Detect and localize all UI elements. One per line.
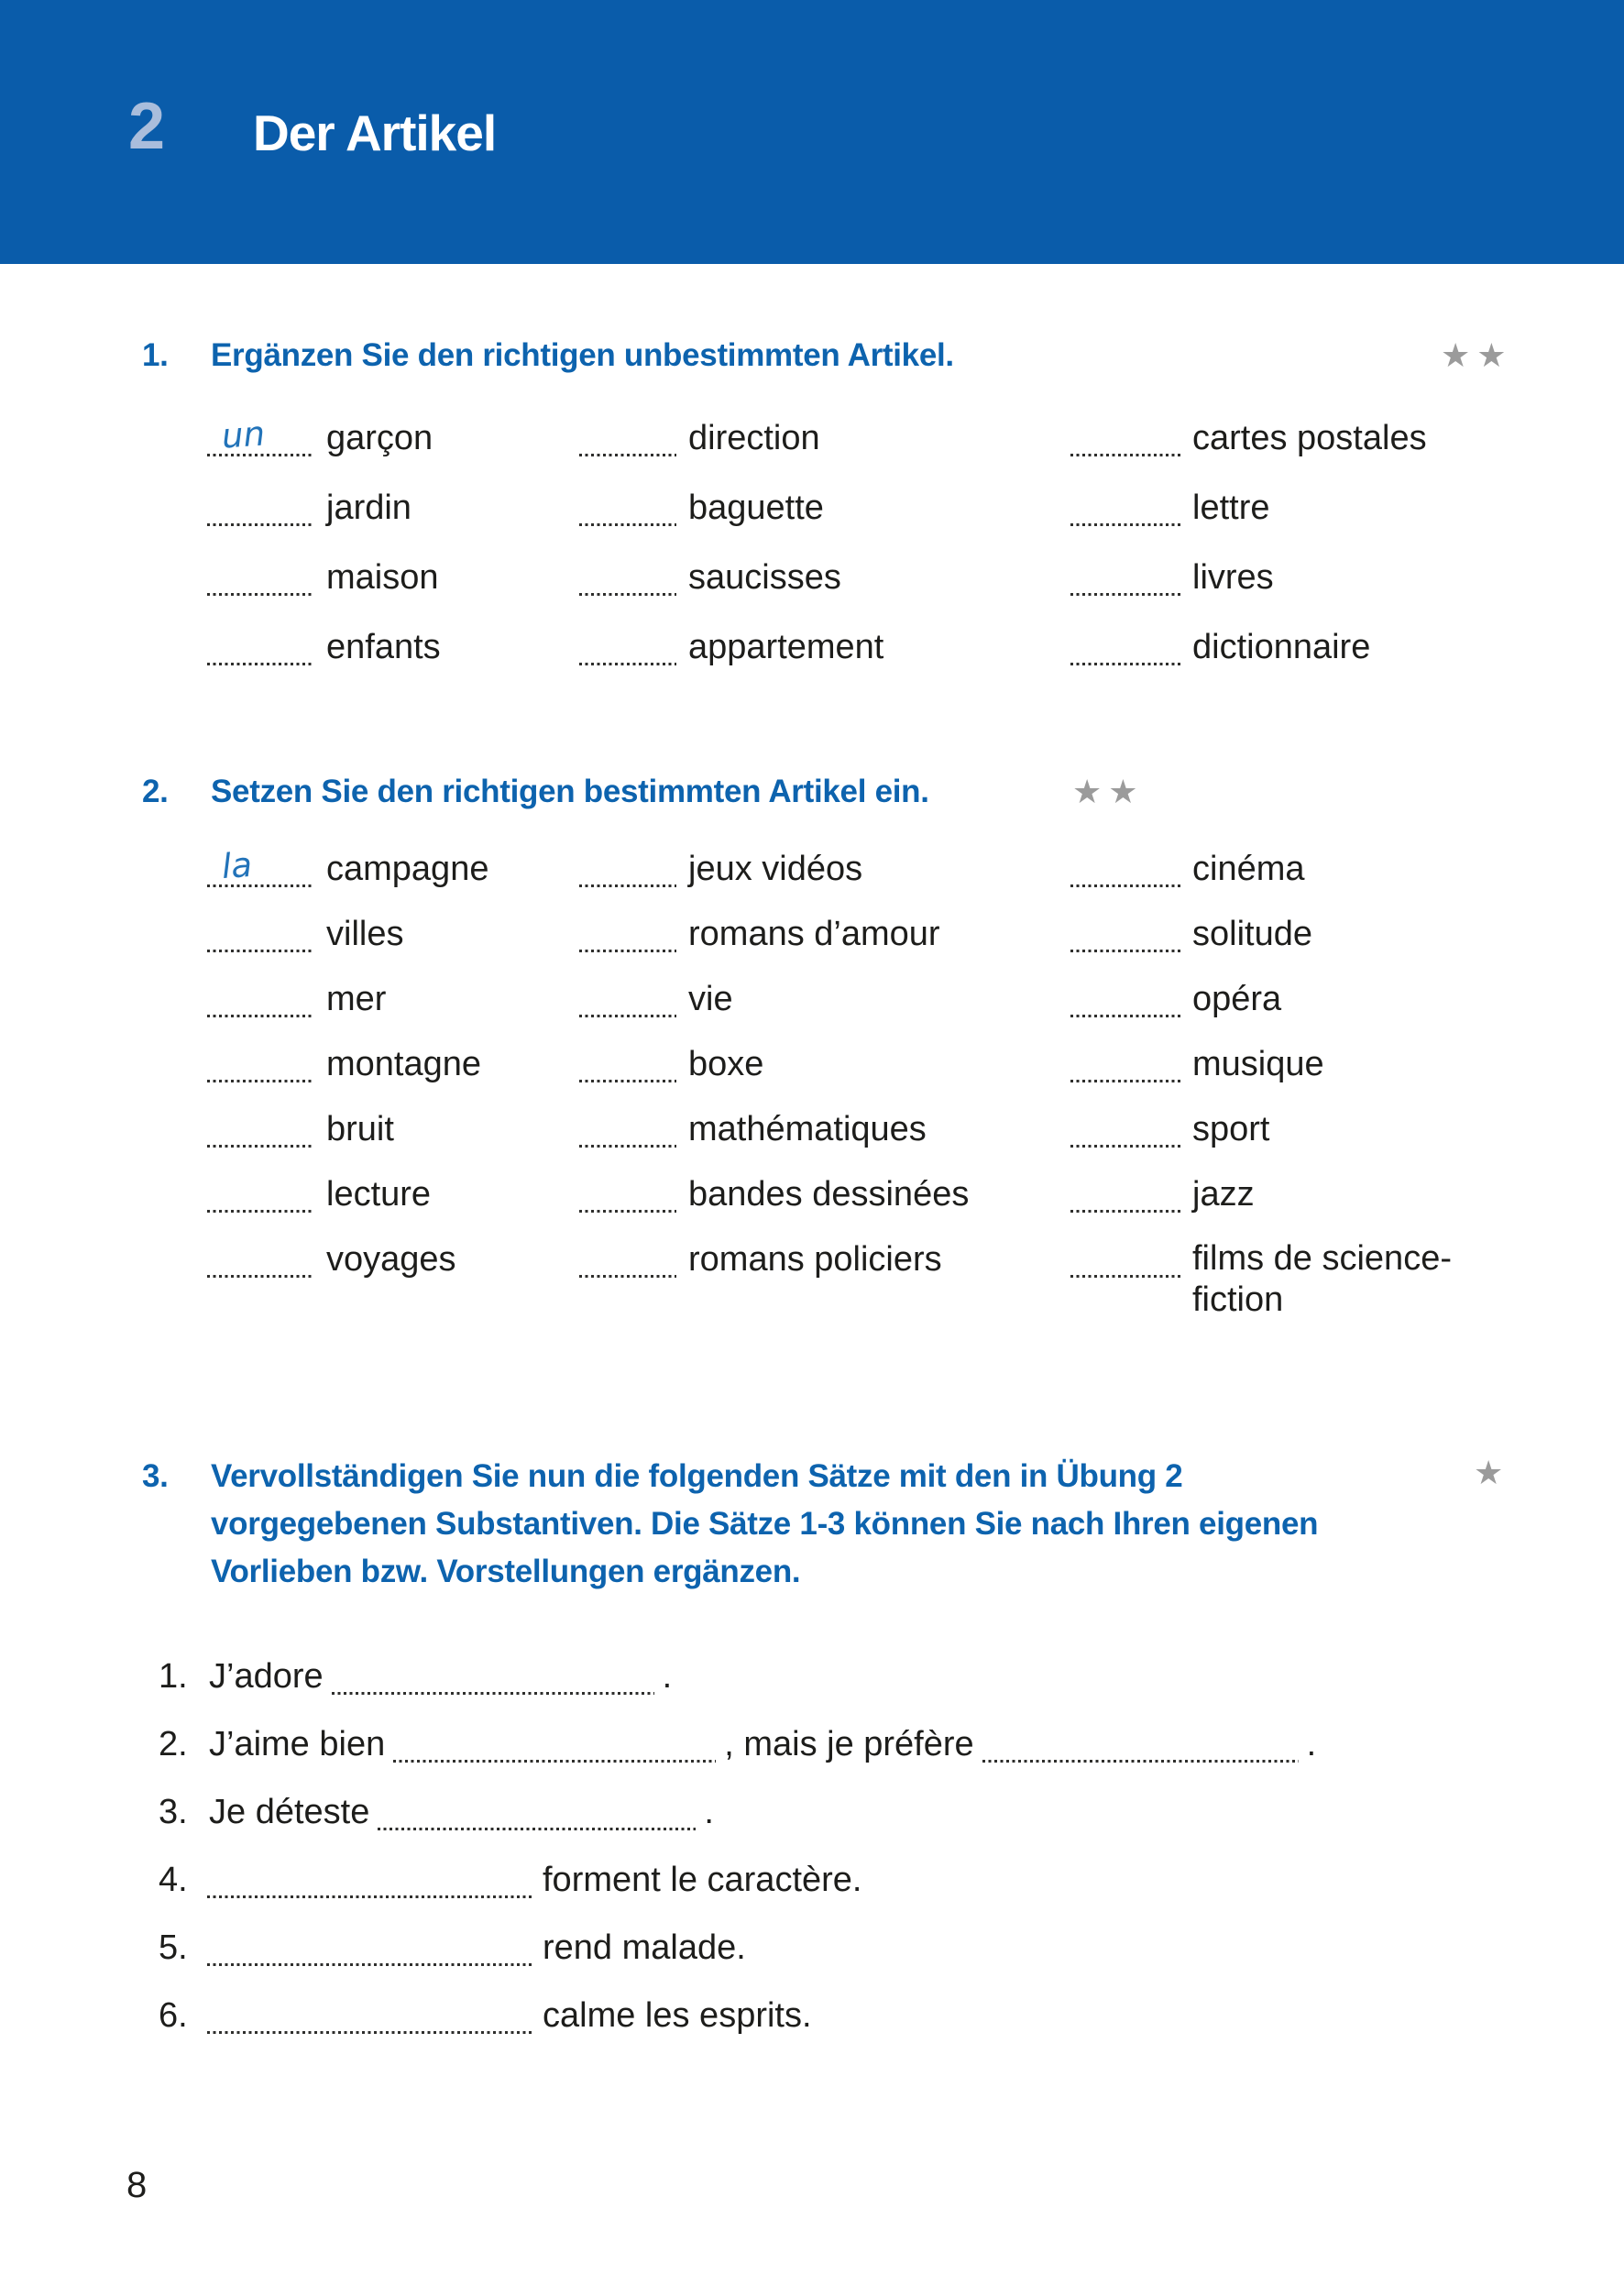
article-item [207, 413, 433, 459]
sentence-blank[interactable] [207, 1863, 532, 1898]
fill-in-blank[interactable] [207, 413, 314, 456]
noun-label: opéra [1192, 980, 1282, 1018]
noun-label: baguette [688, 489, 824, 527]
noun-label: livres [1192, 558, 1274, 597]
exercise2-title: Setzen Sie den richtigen bestimmten Artikel ein. [211, 774, 929, 809]
article-item [579, 1043, 763, 1085]
exercise2-difficulty-stars: ★★ [1072, 773, 1145, 810]
sentence-text: . [704, 1793, 714, 1831]
article-item [207, 487, 411, 529]
article-item [1070, 626, 1370, 668]
fill-in-blank[interactable] [207, 561, 314, 596]
sentence-text: Je déteste [209, 1793, 370, 1831]
sentence-blank[interactable] [332, 1660, 654, 1695]
article-item [579, 626, 883, 668]
noun-label: saucisses [688, 558, 841, 597]
fill-in-blank[interactable] [579, 561, 676, 596]
noun-label: romans policiers [688, 1240, 942, 1279]
article-item [579, 1238, 942, 1280]
noun-label: direction [688, 419, 820, 457]
sentence-text: J’aime bien [209, 1725, 386, 1763]
noun-label: bandes dessinées [688, 1175, 970, 1214]
fill-in-blank[interactable] [579, 491, 676, 526]
fill-in-blank[interactable] [1070, 1113, 1180, 1148]
sentence-item [209, 1655, 672, 1697]
article-item [207, 556, 439, 599]
fill-in-blank[interactable] [207, 631, 314, 665]
article-item [1070, 913, 1312, 955]
article-item [1070, 1238, 1467, 1321]
fill-in-blank[interactable] [1070, 1243, 1180, 1278]
article-item [207, 626, 441, 668]
sentence-number: 5. [159, 1928, 188, 1967]
fill-in-blank[interactable] [579, 852, 676, 887]
sentence-text: J’adore [209, 1657, 324, 1696]
noun-label: montagne [326, 1045, 482, 1083]
article-item [1070, 1173, 1255, 1215]
exercise3-difficulty-star: ★ [1474, 1454, 1510, 1491]
fill-in-blank[interactable] [579, 1048, 676, 1082]
noun-label: dictionnaire [1192, 628, 1371, 666]
article-item [207, 844, 489, 890]
sentence-number: 6. [159, 1996, 188, 2035]
fill-in-blank[interactable] [1070, 852, 1180, 887]
chapter-header-band [0, 0, 1624, 264]
article-item [1070, 848, 1305, 890]
article-item [579, 913, 940, 955]
sentence-blank[interactable] [207, 1931, 532, 1966]
sentence-text: . [662, 1657, 673, 1696]
sentence-blank[interactable] [982, 1728, 1299, 1763]
sentence-number: 4. [159, 1861, 188, 1899]
prefilled-answer: un [220, 413, 267, 456]
fill-in-blank[interactable] [207, 983, 314, 1017]
page-number: 8 [126, 2165, 148, 2205]
fill-in-blank[interactable] [207, 1048, 314, 1082]
article-item [579, 1173, 969, 1215]
article-item [579, 848, 862, 890]
fill-in-blank[interactable] [1070, 1178, 1180, 1213]
exercise1-difficulty-stars: ★★ [1441, 336, 1513, 374]
prefilled-answer: la [220, 844, 254, 887]
noun-label: cinéma [1192, 850, 1305, 888]
exercise3-title-line2: vorgegebenen Substantiven. Die Sätze 1-3 können Sie nach Ihren eigenen [211, 1506, 1319, 1542]
noun-label: boxe [688, 1045, 764, 1083]
noun-label: enfants [326, 628, 441, 666]
noun-label: villes [326, 915, 404, 953]
noun-label: vie [688, 980, 733, 1018]
exercise2-number: 2. [142, 774, 169, 809]
sentence-item [207, 1994, 812, 2037]
noun-label: jazz [1192, 1175, 1255, 1214]
fill-in-blank[interactable] [579, 1178, 676, 1213]
sentence-text: . [1306, 1725, 1317, 1763]
sentence-item [207, 1927, 746, 1969]
noun-label: cartes postales [1192, 419, 1427, 457]
noun-label: bruit [326, 1110, 394, 1148]
noun-label: lettre [1192, 489, 1270, 527]
fill-in-blank[interactable] [1070, 917, 1180, 952]
exercise3-number: 3. [142, 1458, 169, 1494]
fill-in-blank[interactable] [1070, 631, 1180, 665]
noun-label: jeux vidéos [688, 850, 863, 888]
noun-label: jardin [326, 489, 411, 527]
fill-in-blank[interactable] [1070, 1048, 1180, 1082]
article-item [579, 1108, 927, 1150]
sentence-text: rend malade. [543, 1928, 746, 1967]
noun-label: lecture [326, 1175, 432, 1214]
fill-in-blank[interactable] [579, 917, 676, 952]
noun-label: garçon [326, 419, 433, 457]
article-item [579, 417, 820, 459]
noun-label: mer [326, 980, 387, 1018]
sentence-item [209, 1723, 1316, 1765]
fill-in-blank[interactable] [207, 917, 314, 952]
sentence-blank[interactable] [378, 1796, 696, 1830]
fill-in-blank[interactable] [579, 1243, 676, 1278]
chapter-title: Der Artikel [253, 104, 497, 161]
sentence-text: forment le caractère. [543, 1861, 862, 1899]
noun-label: musique [1192, 1045, 1324, 1083]
article-item [1070, 417, 1427, 459]
fill-in-blank[interactable] [207, 1178, 314, 1213]
exercise1-title: Ergänzen Sie den richtigen unbestimmten Artikel. [211, 337, 954, 373]
fill-in-blank[interactable] [579, 1113, 676, 1148]
article-item [207, 1238, 456, 1280]
chapter-number: 2 [128, 90, 166, 163]
noun-label: films de science-fiction [1192, 1239, 1452, 1319]
fill-in-blank[interactable] [579, 422, 676, 456]
sentence-number: 1. [159, 1657, 188, 1696]
exercise1-number: 1. [142, 337, 169, 373]
fill-in-blank[interactable] [1070, 491, 1180, 526]
noun-label: maison [326, 558, 439, 597]
article-item [207, 913, 403, 955]
article-item [207, 978, 386, 1020]
noun-label: solitude [1192, 915, 1312, 953]
fill-in-blank[interactable] [207, 1113, 314, 1148]
sentence-blank[interactable] [393, 1728, 716, 1763]
noun-label: appartement [688, 628, 884, 666]
article-item [1070, 487, 1269, 529]
fill-in-blank[interactable] [207, 1243, 314, 1278]
sentence-item [209, 1791, 714, 1833]
article-item [1070, 556, 1274, 599]
fill-in-blank[interactable] [207, 491, 314, 526]
article-item [579, 978, 733, 1020]
exercise3-title [211, 1453, 1318, 1596]
fill-in-blank[interactable] [1070, 422, 1180, 456]
noun-label: mathématiques [688, 1110, 927, 1148]
article-item [579, 487, 824, 529]
article-item [1070, 1108, 1269, 1150]
article-item [1070, 1043, 1324, 1085]
article-item [207, 1108, 394, 1150]
article-item [207, 1173, 431, 1215]
sentence-number: 3. [159, 1793, 188, 1831]
sentence-number: 2. [159, 1725, 188, 1763]
sentence-item [207, 1859, 861, 1901]
fill-in-blank[interactable] [579, 631, 676, 665]
noun-label: campagne [326, 850, 489, 888]
fill-in-blank[interactable] [1070, 561, 1180, 596]
exercise3-title-line1: Vervollständigen Sie nun die folgenden Sätze mit den in Übung 2 [211, 1458, 1183, 1494]
noun-label: romans d’amour [688, 915, 940, 953]
sentence-blank[interactable] [207, 1999, 532, 2034]
sentence-text: , mais je préfère [724, 1725, 974, 1763]
article-item [579, 556, 841, 599]
article-item [207, 1043, 481, 1085]
fill-in-blank[interactable] [207, 844, 314, 887]
sentence-text: calme les esprits. [543, 1996, 812, 2035]
article-item [1070, 978, 1281, 1020]
noun-label: sport [1192, 1110, 1270, 1148]
exercise3-title-line3: Vorlieben bzw. Vorstellungen ergänzen. [211, 1554, 801, 1589]
fill-in-blank[interactable] [1070, 983, 1180, 1017]
fill-in-blank[interactable] [579, 983, 676, 1017]
noun-label: voyages [326, 1240, 456, 1279]
